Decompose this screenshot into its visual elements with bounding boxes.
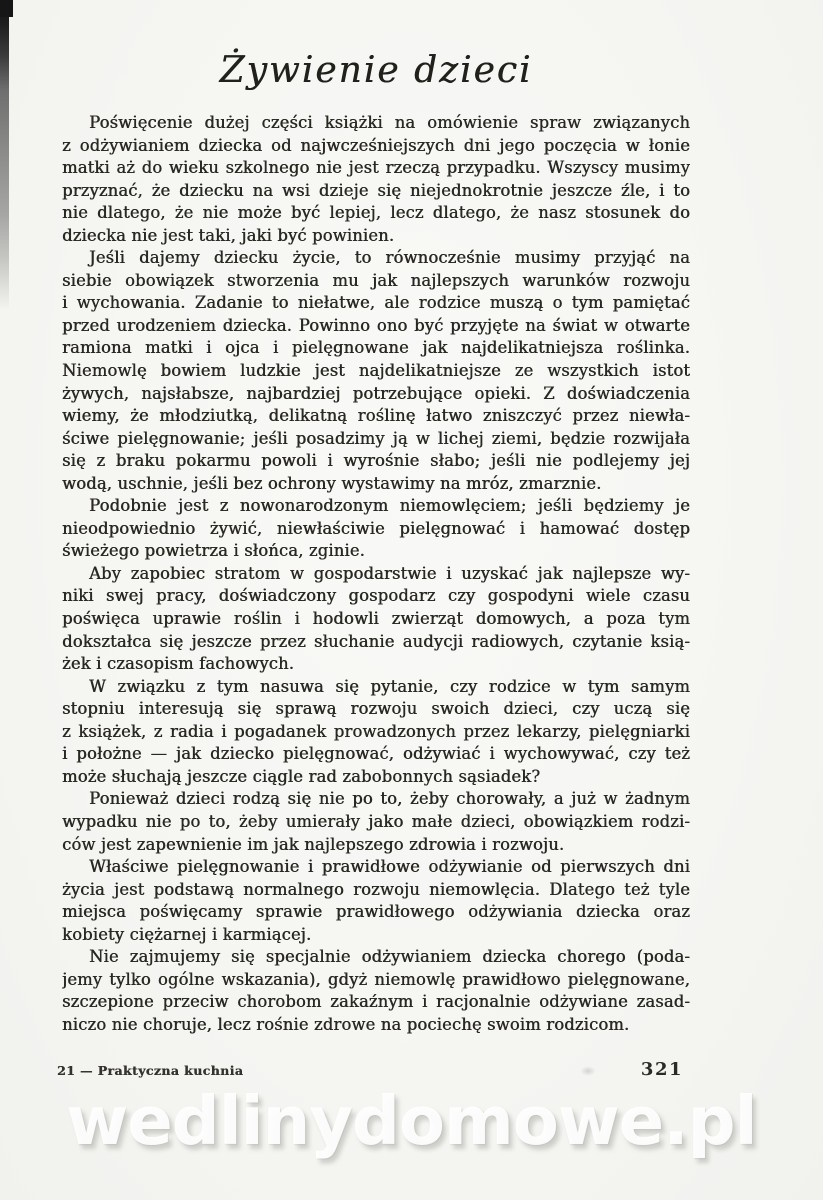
text-line: przed urodzeniem dziecka. Powinno ono być przyjęte na świat w otwarte	[62, 315, 690, 335]
text-line: świeżego powietrza i słońca, zginie.	[62, 541, 365, 561]
text-line: się z braku pokarmu powoli i wyrośnie słabo; jeśli nie podlejemy jej	[62, 451, 690, 471]
text-line: niki swej pracy, doświadczony gospodarz czy gospodyni wiele czasu	[62, 586, 690, 606]
scan-corner-mark	[0, 0, 13, 17]
text-line: siebie obowiązek stworzenia mu jak najlepszych warunków rozwoju	[62, 270, 690, 290]
text-line: poświęca uprawie roślin i hodowli zwierząt domowych, a poza tym	[62, 609, 690, 629]
watermark-text: wedlinydomowe.pl	[66, 1082, 757, 1160]
text-line: szczepione przeciw chorobom zakaźnym i racjonalnie odżywiane zasad-	[62, 992, 690, 1012]
text-line: ramiona matki i ojca i pielęgnowane jak najdelikatniejsza roślinka.	[62, 338, 690, 358]
text-line: Podobnie jest z nowonarodzonym niemowlęciem; jeśli będziemy je	[89, 496, 690, 516]
text-line: W związku z tym nasuwa się pytanie, czy rodzice w tym samym	[89, 676, 690, 696]
text-line: Właściwe pielęgnowanie i prawidłowe odżywianie od pierwszych dni	[89, 857, 690, 877]
paragraph	[62, 495, 690, 563]
book-signature: 21 — Praktyczna kuchnia	[57, 1063, 244, 1078]
text-line: i wychowania. Zadanie to niełatwe, ale rodzice muszą o tym pamiętać	[62, 293, 690, 313]
text-line: żywych, najsłabsze, najbardziej potrzebujące opieki. Z doświadczenia	[62, 383, 690, 403]
paragraph	[62, 247, 690, 495]
scan-smudge	[580, 1066, 596, 1076]
text-line: kobiety ciężarnej i karmiącej.	[62, 924, 312, 944]
text-line: jemy tylko ogólne wskazania), gdyż niemowlę prawidłowo pielęgnowane,	[62, 969, 690, 989]
paragraph	[62, 112, 690, 247]
text-line: życia jest podstawą normalnego rozwoju niemowlęcia. Dlatego też tyle	[62, 879, 690, 899]
text-line: Jeśli dajemy dziecku życie, to równocześnie musimy przyjąć na	[89, 248, 690, 268]
text-line: z książek, z radia i pogadanek prowadzonych przez lekarzy, pielęgniarki	[62, 721, 690, 741]
text-line: stopniu interesują się sprawą rozwoju swoich dzieci, czy uczą się	[62, 699, 690, 719]
text-line: dziecka nie jest taki, jaki być powinien.	[62, 225, 395, 245]
text-line: miejsca poświęcamy sprawie prawidłowego odżywiania dziecka oraz	[62, 902, 690, 922]
scan-edge-artifact	[0, 0, 9, 315]
text-line: matki aż do wieku szkolnego nie jest rzeczą przypadku. Wszyscy musimy	[62, 158, 690, 178]
text-line: ściwe pielęgnowanie; jeśli posadzimy ją w lichej ziemi, będzie rozwijała	[62, 428, 690, 448]
paragraph	[62, 788, 690, 856]
text-line: nie dlatego, że nie może być lepiej, lecz dlatego, że nasz stosunek do	[62, 203, 690, 223]
paragraph	[62, 563, 690, 676]
page-number: 321	[640, 1059, 683, 1080]
text-line: ców jest zapewnienie im jak najlepszego zdrowia i rozwoju.	[62, 834, 565, 854]
text-line: Aby zapobiec stratom w gospodarstwie i uzyskać jak najlepsze wy-	[89, 563, 690, 583]
text-line: i położne — jak dziecko pielęgnować, odżywiać i wychowywać, czy też	[62, 744, 690, 764]
text-line: z odżywianiem dziecka od najwcześniejszych dni jego poczęcia w łonie	[62, 135, 690, 155]
text-line: Nie zajmujemy się specjalnie odżywianiem dziecka chorego (poda-	[89, 947, 690, 967]
text-line: Poświęcenie dużej części książki na omówienie spraw związanych	[89, 113, 690, 132]
chapter-title: Żywienie dzieci	[219, 50, 533, 91]
text-line: wypadku nie po to, żeby umierały jako małe dzieci, obowiązkiem rodzi-	[62, 811, 690, 831]
text-line: niczo nie choruje, lecz rośnie zdrowe na pociechę swoim rodzicom.	[62, 1014, 630, 1034]
paragraph	[62, 946, 690, 1036]
text-line: Ponieważ dzieci rodzą się nie po to, żeby chorowały, a już w żadnym	[89, 789, 690, 809]
paragraph	[62, 676, 690, 789]
text-line: przyznać, że dziecku na wsi dzieje się niejednokrotnie jeszcze źle, i to	[62, 180, 690, 200]
text-line: dokształca się jeszcze przez słuchanie audycji radiowych, czytanie ksią-	[62, 631, 690, 651]
text-line: wodą, uschnie, jeśli bez ochrony wystawimy na mróz, zmarznie.	[62, 473, 602, 493]
paragraph	[62, 856, 690, 946]
text-line: może słuchają jeszcze ciągle rad zabobonnych sąsiadek?	[62, 766, 541, 786]
text-line: wiemy, że młodziutką, delikatną roślinę łatwo zniszczyć przez niewła-	[62, 406, 690, 426]
body-text	[62, 112, 690, 1036]
text-line: Niemowlę bowiem ludzkie jest najdelikatniejsze ze wszystkich istot	[62, 361, 690, 381]
text-line: żek i czasopism fachowych.	[62, 654, 295, 674]
text-line: nieodpowiednio żywić, niewłaściwie pielęgnować i hamować dostęp	[62, 518, 690, 538]
